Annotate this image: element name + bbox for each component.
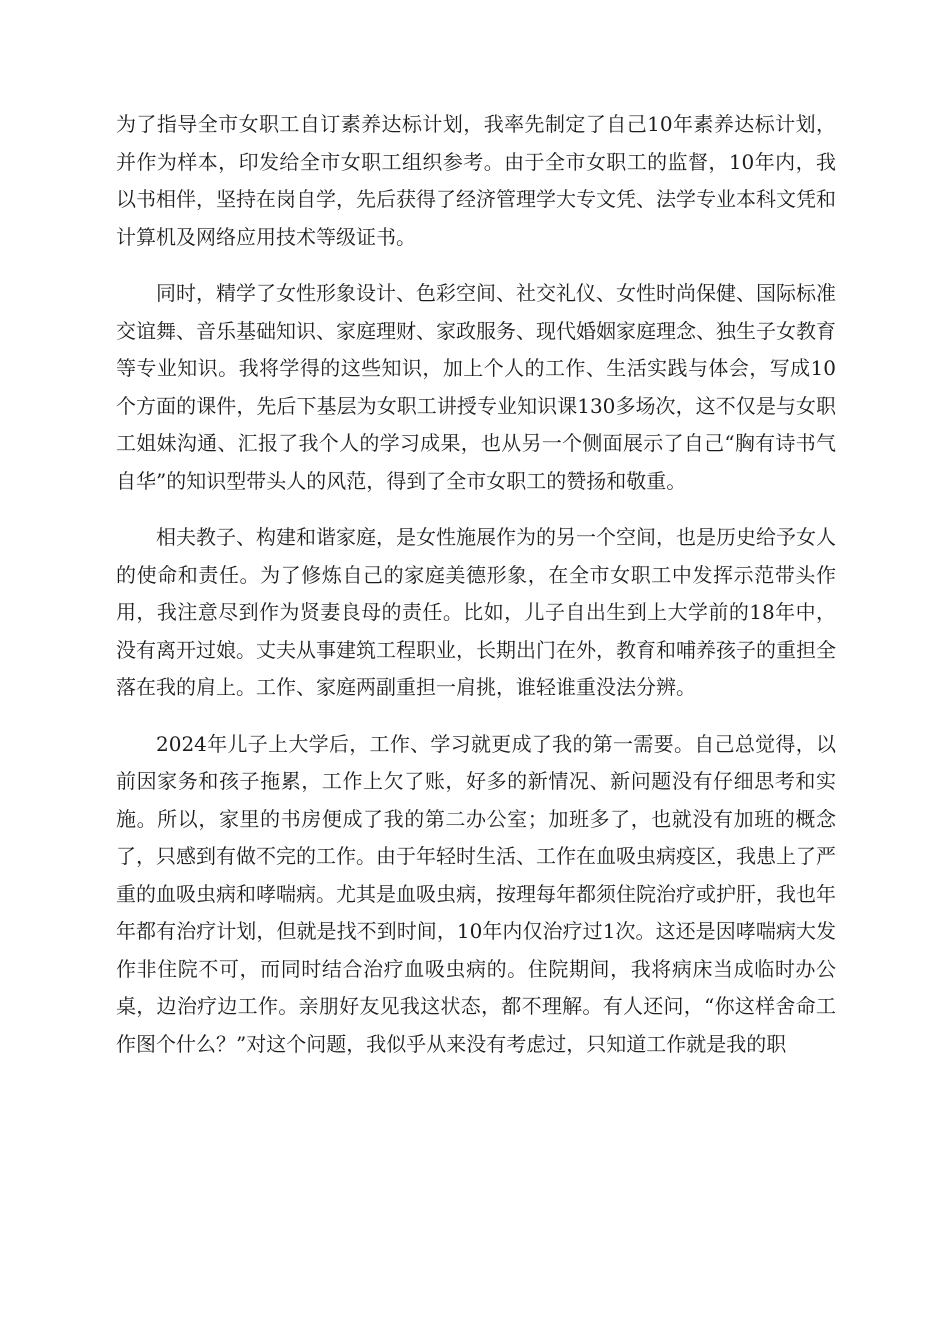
- paragraph-2: 同时，精学了女性形象设计、色彩空间、社交礼仪、女性时尚保健、国际标准交谊舞、音乐基础知识、家庭理财、家政服务、现代婚姻家庭理念、独生子女教育等专业知识。我将学得的这些知识，加上个人的工作、生活实践与体会，写成10个方面的课件，先后下基层为女职工讲授专业知识课130多场次，这不仅是与女职工姐妹沟通、汇报了我个人的学习成果，也从另一个侧面展示了自己“胸有诗书气自华”的知识型带头人的风范，得到了全市女职工的赞扬和敬重。: [116, 281, 836, 493]
- paragraph-3: 相夫教子、构建和谐家庭，是女性施展作为的另一个空间，也是历史给予女人的使命和责任。为了修炼自己的家庭美德形象，在全市女职工中发挥示范带头作用，我注意尽到作为贤妻良母的责任。比如，儿子自出生到上大学前的18年中，没有离开过娘。丈夫从事建筑工程职业，长期出门在外，教育和哺养孩子的重担全落在我的肩上。工作、家庭两副重担一肩挑，谁轻谁重没法分辨。: [116, 525, 836, 699]
- document-body: [116, 106, 836, 1082]
- paragraph-4: 2024年儿子上大学后，工作、学习就更成了我的第一需要。自己总觉得，以前因家务和孩子拖累，工作上欠了账，好多的新情况、新问题没有仔细思考和实施。所以，家里的书房便成了我的第二办公室；加班多了，也就没有加班的概念了，只感到有做不完的工作。由于年轻时生活、工作在血吸虫病疫区，我患上了严重的血吸虫病和哮喘病。尤其是血吸虫病，按理每年都须住院治疗或护肝，我也年年都有治疗计划，但就是找不到时间，10年内仅治疗过1次。这还是因哮喘病大发作非住院不可，而同时结合治疗血吸虫病的。住院期间，我将病床当成临时办公桌，边治疗边工作。亲朋好友见我这状态，都不理解。有人还问，“你这样舍命工作图个什么？”对这个问题，我似乎从来没有考虑过，只知道工作就是我的职: [116, 731, 836, 1056]
- paragraph-1: 为了指导全市女职工自订素养达标计划，我率先制定了自己10年素养达标计划，并作为样本，印发给全市女职工组织参考。由于全市女职工的监督，10年内，我以书相伴，坚持在岗自学，先后获得了经济管理学大专文凭、法学专业本科文凭和计算机及网络应用技术等级证书。: [116, 112, 836, 249]
